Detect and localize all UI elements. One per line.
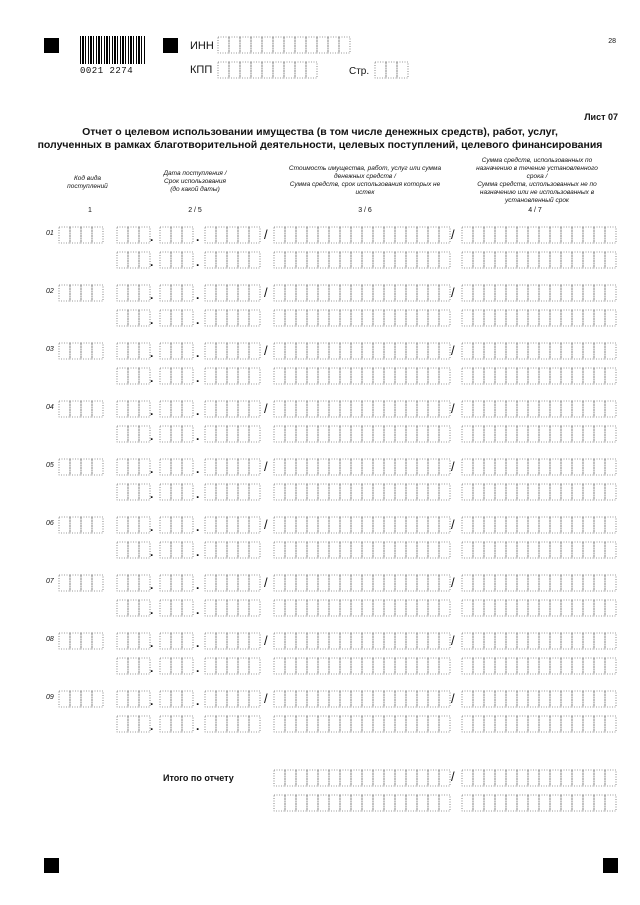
code-input[interactable]: [59, 227, 103, 243]
amount-input-3[interactable]: [274, 658, 450, 674]
date-separator: .: [150, 661, 154, 675]
date-year-input[interactable]: [205, 252, 260, 268]
kpp-input[interactable]: [218, 62, 317, 78]
total-amount-input-3[interactable]: [274, 795, 450, 811]
date-separator: .: [150, 545, 154, 559]
amount-input-4[interactable]: [462, 459, 616, 475]
date-separator: .: [150, 636, 154, 650]
amount-input-4[interactable]: [462, 517, 616, 533]
row-label: 06: [46, 520, 54, 527]
amount-input-4[interactable]: [462, 426, 616, 442]
date-year-input[interactable]: [205, 600, 260, 616]
date-month-input[interactable]: [160, 575, 193, 591]
row-label: 07: [46, 578, 54, 585]
date-year-input[interactable]: [205, 343, 260, 359]
date-day-input[interactable]: [117, 575, 150, 591]
field-separator-slash: /: [451, 401, 455, 416]
page-label: Стр.: [349, 66, 370, 77]
page-input[interactable]: [375, 62, 408, 78]
row-label: 02: [46, 288, 54, 295]
page-number: 28: [608, 38, 616, 45]
code-input[interactable]: [59, 343, 103, 359]
amount-input-3[interactable]: [274, 716, 450, 732]
field-separator-slash: /: [451, 575, 455, 590]
date-day-input[interactable]: [117, 285, 150, 301]
date-month-input[interactable]: [160, 285, 193, 301]
date-separator: .: [150, 371, 154, 385]
amount-input-3[interactable]: [274, 426, 450, 442]
amount-input-3[interactable]: [274, 575, 450, 591]
date-separator: .: [150, 346, 154, 360]
column-number-4: 4 / 7: [528, 207, 542, 214]
date-separator: .: [196, 694, 200, 708]
date-day-input[interactable]: [117, 633, 150, 649]
date-separator: .: [196, 661, 200, 675]
field-separator-slash: /: [264, 285, 268, 300]
code-input[interactable]: [59, 633, 103, 649]
amount-input-3[interactable]: [274, 691, 450, 707]
column-header-2: Дата поступления / Срок использования (до какой даты): [163, 170, 227, 193]
date-separator: .: [150, 429, 154, 443]
total-label: Итого по отчету: [163, 773, 234, 783]
date-day-input[interactable]: [117, 426, 150, 442]
date-day-input[interactable]: [117, 310, 150, 326]
code-input[interactable]: [59, 691, 103, 707]
column-number-3: 3 / 6: [358, 207, 372, 214]
date-day-input[interactable]: [117, 484, 150, 500]
date-month-input[interactable]: [160, 517, 193, 533]
amount-input-4[interactable]: [462, 542, 616, 558]
amount-input-3[interactable]: [274, 600, 450, 616]
date-separator: .: [196, 371, 200, 385]
field-separator-slash: /: [264, 575, 268, 590]
date-separator: .: [150, 255, 154, 269]
date-month-input[interactable]: [160, 227, 193, 243]
amount-input-4[interactable]: [462, 310, 616, 326]
amount-input-3[interactable]: [274, 310, 450, 326]
date-year-input[interactable]: [205, 368, 260, 384]
row-label: 04: [46, 404, 54, 411]
field-separator-slash: /: [451, 691, 455, 706]
inn-input[interactable]: [218, 37, 350, 53]
total-amount-input-4[interactable]: [462, 770, 616, 786]
date-separator: .: [196, 578, 200, 592]
total-amount-input-4[interactable]: [462, 795, 616, 811]
date-month-input[interactable]: [160, 600, 193, 616]
date-separator: .: [196, 288, 200, 302]
date-day-input[interactable]: [117, 401, 150, 417]
date-separator: .: [150, 520, 154, 534]
field-separator-slash: /: [451, 517, 455, 532]
code-input[interactable]: [59, 401, 103, 417]
code-input[interactable]: [59, 459, 103, 475]
date-month-input[interactable]: [160, 368, 193, 384]
date-day-input[interactable]: [117, 343, 150, 359]
date-month-input[interactable]: [160, 459, 193, 475]
date-month-input[interactable]: [160, 343, 193, 359]
date-year-input[interactable]: [205, 227, 260, 243]
date-day-input[interactable]: [117, 459, 150, 475]
field-separator-slash: /: [264, 227, 268, 242]
date-year-input[interactable]: [205, 542, 260, 558]
date-day-input[interactable]: [117, 227, 150, 243]
date-month-input[interactable]: [160, 484, 193, 500]
amount-input-3[interactable]: [274, 252, 450, 268]
date-month-input[interactable]: [160, 633, 193, 649]
date-year-input[interactable]: [205, 484, 260, 500]
amount-input-3[interactable]: [274, 542, 450, 558]
date-month-input[interactable]: [160, 658, 193, 674]
date-separator: .: [196, 545, 200, 559]
date-separator: .: [196, 520, 200, 534]
date-day-input[interactable]: [117, 691, 150, 707]
date-separator: .: [196, 719, 200, 733]
field-separator-slash: /: [264, 401, 268, 416]
amount-input-3[interactable]: [274, 459, 450, 475]
date-month-input[interactable]: [160, 542, 193, 558]
kpp-label: КПП: [190, 64, 213, 76]
field-separator-slash: /: [451, 459, 455, 474]
field-separator-slash: /: [451, 633, 455, 648]
field-separator-slash: /: [264, 517, 268, 532]
date-separator: .: [196, 462, 200, 476]
amount-input-4[interactable]: [462, 227, 616, 243]
amount-input-3[interactable]: [274, 343, 450, 359]
date-separator: .: [150, 288, 154, 302]
field-separator-slash: /: [451, 285, 455, 300]
page-title-line1: Отчет о целевом использовании имущества (в том числе денежных средств), работ, услуг,: [82, 126, 558, 138]
date-separator: .: [196, 429, 200, 443]
date-separator: .: [150, 404, 154, 418]
amount-input-3[interactable]: [274, 633, 450, 649]
row-label: 03: [46, 346, 54, 353]
date-separator: .: [196, 487, 200, 501]
date-separator: .: [150, 719, 154, 733]
date-year-input[interactable]: [205, 575, 260, 591]
total-amount-input-3[interactable]: [274, 770, 450, 786]
amount-input-4[interactable]: [462, 691, 616, 707]
date-year-input[interactable]: [205, 633, 260, 649]
code-input[interactable]: [59, 517, 103, 533]
column-number-1: 1: [88, 207, 92, 214]
date-separator: .: [150, 313, 154, 327]
field-separator-slash: /: [451, 343, 455, 358]
barcode-number: 0021 2274: [80, 66, 134, 76]
field-separator-slash: /: [264, 343, 268, 358]
date-year-input[interactable]: [205, 285, 260, 301]
date-year-input[interactable]: [205, 658, 260, 674]
date-year-input[interactable]: [205, 426, 260, 442]
date-separator: .: [196, 346, 200, 360]
date-separator: .: [196, 636, 200, 650]
column-number-2: 2 / 5: [188, 207, 202, 214]
amount-input-3[interactable]: [274, 227, 450, 243]
date-year-input[interactable]: [205, 401, 260, 417]
date-separator: .: [196, 313, 200, 327]
amount-input-4[interactable]: [462, 401, 616, 417]
date-month-input[interactable]: [160, 252, 193, 268]
date-separator: .: [196, 404, 200, 418]
date-month-input[interactable]: [160, 310, 193, 326]
date-day-input[interactable]: [117, 600, 150, 616]
amount-input-4[interactable]: [462, 252, 616, 268]
inn-label: ИНН: [190, 40, 214, 52]
field-separator-slash: /: [264, 459, 268, 474]
column-header-1: Код вида поступлений: [67, 175, 108, 190]
date-separator: .: [150, 487, 154, 501]
date-month-input[interactable]: [160, 426, 193, 442]
date-separator: .: [150, 603, 154, 617]
amount-input-4[interactable]: [462, 633, 616, 649]
date-month-input[interactable]: [160, 691, 193, 707]
amount-input-4[interactable]: [462, 484, 616, 500]
page-title-line2: полученных в рамках благотворительной деятельности, целевых поступлений, целевого финансирования: [37, 139, 603, 151]
amount-input-4[interactable]: [462, 658, 616, 674]
code-input[interactable]: [59, 575, 103, 591]
amount-input-3[interactable]: [274, 368, 450, 384]
date-separator: .: [196, 230, 200, 244]
amount-input-3[interactable]: [274, 285, 450, 301]
row-label: 08: [46, 636, 54, 643]
row-label: 01: [46, 230, 54, 237]
date-year-input[interactable]: [205, 310, 260, 326]
date-separator: .: [150, 230, 154, 244]
date-day-input[interactable]: [117, 658, 150, 674]
amount-input-3[interactable]: [274, 484, 450, 500]
field-separator-slash: /: [264, 691, 268, 706]
amount-input-3[interactable]: [274, 401, 450, 417]
field-separator-slash: /: [264, 633, 268, 648]
date-day-input[interactable]: [117, 542, 150, 558]
date-separator: .: [150, 694, 154, 708]
amount-input-4[interactable]: [462, 600, 616, 616]
date-year-input[interactable]: [205, 459, 260, 475]
date-separator: .: [196, 603, 200, 617]
date-separator: .: [196, 255, 200, 269]
amount-input-4[interactable]: [462, 575, 616, 591]
date-year-input[interactable]: [205, 716, 260, 732]
amount-input-4[interactable]: [462, 285, 616, 301]
row-label: 05: [46, 462, 54, 469]
date-day-input[interactable]: [117, 517, 150, 533]
field-separator-slash: /: [451, 227, 455, 242]
amount-input-4[interactable]: [462, 716, 616, 732]
column-header-4: Сумма средств, использованных по назначению в течение установленного срока / Сумма средств, использованных не по назначению или не использованных в установленный срок: [476, 157, 598, 204]
sheet-label: Лист 07: [584, 112, 618, 122]
date-year-input[interactable]: [205, 691, 260, 707]
code-input[interactable]: [59, 285, 103, 301]
amount-input-4[interactable]: [462, 343, 616, 359]
date-year-input[interactable]: [205, 517, 260, 533]
date-day-input[interactable]: [117, 368, 150, 384]
amount-input-4[interactable]: [462, 368, 616, 384]
row-label: 09: [46, 694, 54, 701]
date-month-input[interactable]: [160, 401, 193, 417]
total-separator-slash: /: [451, 769, 455, 784]
date-month-input[interactable]: [160, 716, 193, 732]
date-day-input[interactable]: [117, 716, 150, 732]
date-separator: .: [150, 462, 154, 476]
date-separator: .: [150, 578, 154, 592]
date-day-input[interactable]: [117, 252, 150, 268]
column-header-3: Стоимость имущества, работ, услуг или сумма денежных средств / Сумма средств, срок использования которых не истек: [288, 165, 442, 196]
amount-input-3[interactable]: [274, 517, 450, 533]
